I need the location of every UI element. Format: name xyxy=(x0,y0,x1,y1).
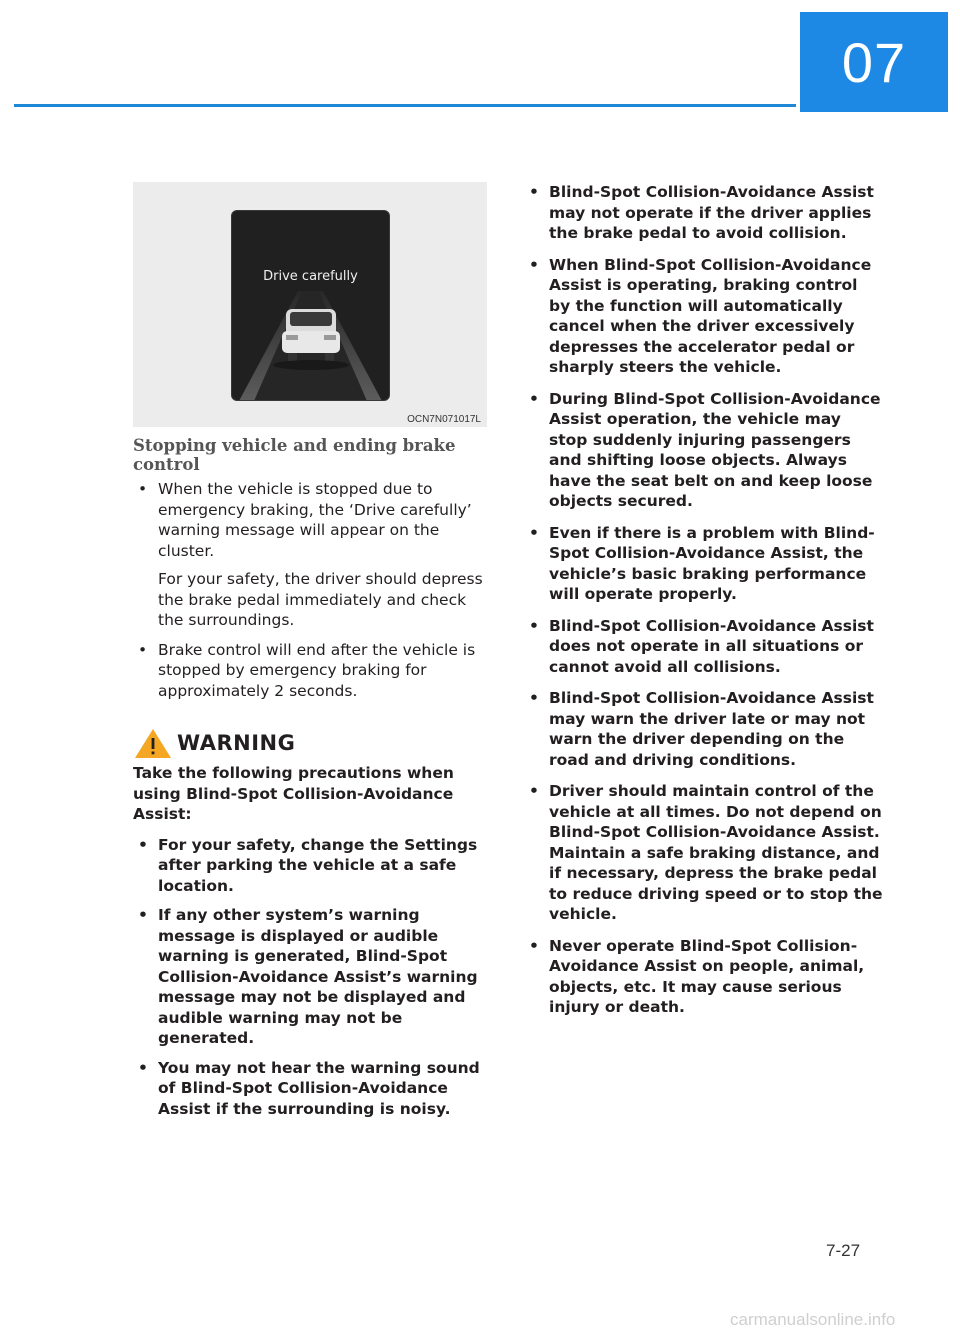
chapter-tab xyxy=(800,12,948,112)
list-item: • For your safety, change the Settings after parking the vehicle at a safe location. xyxy=(133,835,493,897)
warning-list-left xyxy=(133,835,493,1120)
warning-intro: Take the following precautions when using Blind-Spot Collision-Avoidance Assist: xyxy=(133,764,454,823)
list-item: • When Blind-Spot Collision-Avoidance Assist is operating, braking control by the function will automatically cancel when the driver excessively depresses the accelerator pedal or sharply steers the vehicle. xyxy=(524,255,884,378)
warning-icon xyxy=(133,727,173,759)
section-list xyxy=(133,479,493,701)
warning-title: WARNING xyxy=(177,731,296,755)
watermark[interactable]: carmanualsonline.info xyxy=(730,1310,896,1329)
list-item xyxy=(133,479,493,631)
list-item xyxy=(133,640,493,702)
cluster-message: Drive carefully xyxy=(263,269,358,284)
list-item-text: • Brake control will end after the vehicle is stopped by emergency braking for approximately 2 seconds. xyxy=(158,640,476,700)
list-item: • Never operate Blind-Spot Collision-Avoidance Assist on people, animal, objects, etc. It may cause serious injury or death. xyxy=(524,936,884,1018)
list-item: • Even if there is a problem with Blind-Spot Collision-Avoidance Assist, the vehicle’s basic braking performance will operate properly. xyxy=(524,523,884,605)
list-item-subtext: For your safety, the driver should depress the brake pedal immediately and check the surroundings. xyxy=(158,570,483,629)
figure-cluster-display xyxy=(133,182,487,427)
cluster-screen xyxy=(231,210,390,401)
list-item: • Blind-Spot Collision-Avoidance Assist does not operate in all situations or cannot avoid all collisions. xyxy=(524,616,884,678)
warning-header xyxy=(133,727,493,759)
page-number: 7-27 xyxy=(826,1241,861,1260)
car-rear-icon xyxy=(232,291,389,401)
right-column xyxy=(524,182,884,1029)
list-item: • Driver should maintain control of the vehicle at all times. Do not depend on Blind-Spot Collision-Avoidance Assist. Maintain a safe braking distance, and if necessary, depress the brake pedal to reduce driving speed or to stop the vehicle. xyxy=(524,781,884,925)
list-item: • Blind-Spot Collision-Avoidance Assist may warn the driver late or may not warn the driver depending on the road and driving conditions. xyxy=(524,688,884,770)
list-item: • During Blind-Spot Collision-Avoidance Assist operation, the vehicle may stop suddenly injuring passengers and shifting loose objects. Always have the seat belt on and keep loose objects secured. xyxy=(524,389,884,512)
list-item: • Blind-Spot Collision-Avoidance Assist may not operate if the driver applies the brake pedal to avoid collision. xyxy=(524,182,884,244)
section-heading: Stopping vehicle and ending brake control xyxy=(133,436,456,474)
warning-list-right xyxy=(524,182,884,1018)
list-item: • You may not hear the warning sound of Blind-Spot Collision-Avoidance Assist if the surrounding is noisy. xyxy=(133,1058,493,1120)
figure-code: OCN7N071017L xyxy=(407,414,481,425)
chapter-number: 07 xyxy=(841,30,907,94)
left-column xyxy=(133,436,493,1128)
list-item-text: • When the vehicle is stopped due to emergency braking, the ‘Drive carefully’ warning message will appear on the cluster. xyxy=(158,480,472,560)
header-rule xyxy=(14,104,796,107)
list-item: • If any other system’s warning message is displayed or audible warning is generated, Blind-Spot Collision-Avoidance Assist’s warning message may not be displayed and audible warning may not be generated. xyxy=(133,905,493,1049)
